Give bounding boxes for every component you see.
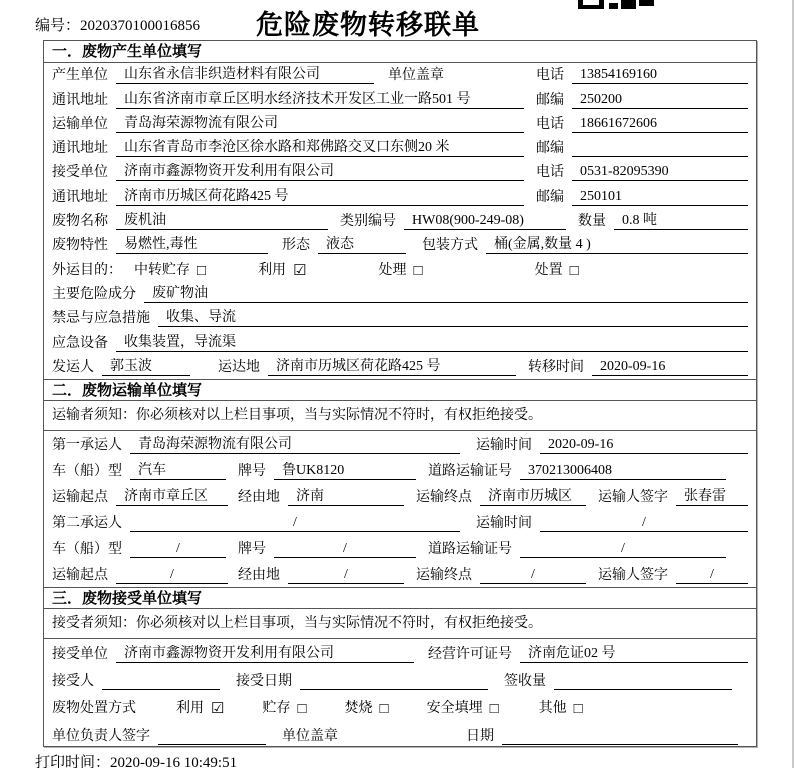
- permit-label: 经营许可证号: [428, 647, 512, 663]
- category-field: HW08(900-249-08): [404, 212, 566, 230]
- row-waste-name: [44, 209, 756, 233]
- receiving-unit-field: 济南市鑫源物资开发利用有限公司: [116, 645, 414, 663]
- row-taboo-measures: [44, 306, 756, 330]
- address-label: 通讯地址: [52, 141, 108, 157]
- second-carrier-sign-field: /: [676, 566, 748, 584]
- producer-field: 山东省永信非织造材料有限公司: [116, 66, 374, 84]
- section3-header: 三．废物接受单位填写: [44, 587, 756, 609]
- leader-sign-label: 单位负责人签字: [52, 728, 150, 744]
- destination-label: 运达地: [218, 359, 260, 375]
- vehicle-type-label: 车（船）型: [52, 541, 122, 557]
- first-end-field: 济南市历城区: [480, 488, 586, 506]
- first-via-field: 济南: [288, 488, 404, 506]
- transfer-time-field: 2020-09-16: [592, 358, 748, 376]
- row-transfer-purpose: [44, 257, 756, 281]
- row-emergency-equipment: [44, 330, 756, 354]
- recipient-label: 接受人: [52, 674, 94, 690]
- receive-date-field: [300, 689, 488, 690]
- phone-label: 电话: [536, 165, 564, 181]
- end-label: 运输终点: [416, 489, 472, 505]
- row-receiver: [44, 160, 756, 184]
- section-transporter: [44, 379, 756, 587]
- shipper-field: 郭玉波: [102, 358, 190, 376]
- zip-label: 邮编: [536, 141, 564, 157]
- end-label: 运输终点: [416, 567, 472, 583]
- first-origin-field: 济南市章丘区: [116, 488, 228, 506]
- checkbox-icon: □: [573, 701, 583, 718]
- taboo-field: 收集、导流: [158, 309, 748, 327]
- row-second-vehicle: [44, 535, 756, 561]
- hazard-field: 废矿物油: [144, 285, 748, 303]
- row-second-carrier: [44, 509, 756, 535]
- row-disposal-method: [44, 693, 756, 720]
- disposal-option-label: 安全填埋: [426, 701, 483, 717]
- shipper-label: 发运人: [52, 359, 94, 375]
- purpose-option-label: 处置: [534, 262, 563, 278]
- producer-label: 产生单位: [52, 68, 108, 84]
- row-producer-address: [44, 87, 756, 111]
- print-time-value: 2020-09-16 10:49:51: [110, 755, 238, 768]
- row-second-route: [44, 561, 756, 587]
- origin-label: 运输起点: [52, 567, 108, 583]
- row-leader-signature: [44, 720, 756, 747]
- disposal-option-label: 焚烧: [344, 701, 373, 717]
- unit-seal-label: 单位盖章: [388, 68, 444, 84]
- checkbox-icon: □: [413, 262, 423, 279]
- checkbox-checked-icon: ☑: [211, 701, 225, 718]
- receiver-phone-field: 0531-82095390: [572, 163, 748, 181]
- receiving-unit-label: 接受单位: [52, 647, 108, 663]
- date-label: 日期: [466, 728, 494, 744]
- section-producer: [44, 41, 756, 379]
- print-time-label: 打印时间：: [35, 755, 111, 768]
- disposal-option-label: 其他: [538, 701, 567, 717]
- carrier-sign-label: 运输人签字: [598, 567, 668, 583]
- manifest-form: [43, 40, 757, 747]
- row-producer: [44, 63, 756, 87]
- second-transport-time-field: /: [540, 514, 748, 532]
- second-origin-field: /: [116, 566, 228, 584]
- row-recipient: [44, 666, 756, 693]
- section2-header: 二．废物运输单位填写: [44, 379, 756, 401]
- transporter-field: 青岛海荣源物流有限公司: [116, 115, 524, 133]
- document-number-value: 2020370100016856: [80, 18, 201, 34]
- transporter-phone-field: 18661672606: [572, 115, 748, 133]
- checkbox-checked-icon: ☑: [293, 262, 307, 279]
- via-label: 经由地: [238, 567, 280, 583]
- address-label: 通讯地址: [52, 189, 108, 205]
- checkbox-icon: □: [379, 701, 389, 718]
- form-field: 液态: [318, 236, 406, 254]
- purpose-option-label: 中转贮存: [134, 262, 190, 278]
- second-plate-field: /: [274, 540, 416, 558]
- receiver-label: 接受单位: [52, 165, 108, 181]
- packaging-field: 桶(金属,数量 4 ): [486, 236, 748, 254]
- page-title: 危险废物转移联单: [256, 10, 480, 40]
- road-license-label: 道路运输证号: [428, 463, 512, 479]
- permit-field: 济南危证02 号: [520, 645, 748, 663]
- first-carrier-sign-field: 张春雷: [676, 488, 748, 506]
- producer-zip-field: 250200: [572, 91, 748, 109]
- row-receiver-address: [44, 184, 756, 208]
- first-carrier-field: 青岛海荣源物流有限公司: [130, 436, 460, 454]
- checkbox-icon: □: [297, 701, 307, 718]
- recipient-field: [102, 689, 220, 690]
- qr-code-fragment: [578, 0, 654, 9]
- disposal-method-label: 废物处置方式: [52, 701, 136, 717]
- transporter-label: 运输单位: [52, 116, 108, 132]
- row-first-route: [44, 483, 756, 509]
- equipment-label: 应急设备: [52, 335, 108, 351]
- second-carrier-field: /: [130, 514, 460, 532]
- phone-label: 电话: [536, 116, 564, 132]
- disposal-option-label: 贮存: [262, 701, 291, 717]
- document-number-label: 编号：: [35, 18, 81, 34]
- transfer-time-label: 转移时间: [528, 359, 584, 375]
- first-transport-time-field: 2020-09-16: [540, 436, 748, 454]
- page-edge-line: [792, 0, 794, 768]
- checkbox-icon: □: [569, 262, 579, 279]
- destination-field: 济南市历城区荷花路425 号: [268, 358, 516, 376]
- road-license-label: 道路运输证号: [428, 541, 512, 557]
- row-hazard-component: [44, 282, 756, 306]
- purpose-option-label: 利用: [258, 262, 287, 278]
- transport-time-label: 运输时间: [476, 437, 532, 453]
- carrier-sign-label: 运输人签字: [598, 489, 668, 505]
- zip-label: 邮编: [536, 92, 564, 108]
- second-end-field: /: [480, 566, 586, 584]
- quantity-label: 数量: [578, 214, 606, 230]
- category-label: 类别编号: [340, 214, 396, 230]
- unit-seal-label: 单位盖章: [282, 728, 338, 744]
- row-transporter-address: [44, 136, 756, 160]
- row-shipper: [44, 355, 756, 379]
- vehicle-type-label: 车（船）型: [52, 463, 122, 479]
- checkbox-icon: □: [489, 701, 499, 718]
- signed-quantity-label: 签收量: [504, 674, 546, 690]
- date-field: [502, 744, 738, 745]
- checkbox-icon: □: [197, 262, 207, 279]
- plate-label: 牌号: [238, 463, 266, 479]
- transporter-notice: 运输者须知：你必须核对以上栏目事项，当与实际情况不符时，有权拒绝接受。: [44, 401, 756, 431]
- receiver-notice: 接受者须知：你必须核对以上栏目事项，当与实际情况不符时，有权拒绝接受。: [44, 609, 756, 639]
- receiver-zip-field: 250101: [572, 188, 748, 206]
- character-field: 易燃性,毒性: [116, 236, 268, 254]
- leader-sign-field: [158, 744, 266, 745]
- packaging-label: 包装方式: [422, 238, 478, 254]
- print-time: [35, 751, 237, 768]
- quantity-field: 0.8 吨: [614, 212, 748, 230]
- purpose-option-label: 处理: [378, 262, 407, 278]
- form-label: 形态: [282, 238, 310, 254]
- first-license-field: 370213006408: [520, 462, 726, 480]
- transport-time-label: 运输时间: [476, 515, 532, 531]
- producer-phone-field: 13854169160: [572, 66, 748, 84]
- via-label: 经由地: [238, 489, 280, 505]
- row-transporter: [44, 112, 756, 136]
- plate-label: 牌号: [238, 541, 266, 557]
- hazard-label: 主要危险成分: [52, 286, 136, 302]
- equipment-field: 收集装置，导流渠: [116, 334, 748, 352]
- second-license-field: /: [520, 540, 726, 558]
- disposal-option-label: 利用: [176, 701, 204, 717]
- character-label: 废物特性: [52, 238, 108, 254]
- transporter-zip-field: [572, 156, 748, 157]
- waste-name-label: 废物名称: [52, 214, 108, 230]
- second-carrier-label: 第二承运人: [52, 515, 122, 531]
- row-first-vehicle: [44, 457, 756, 483]
- zip-label: 邮编: [536, 189, 564, 205]
- first-carrier-label: 第一承运人: [52, 437, 122, 453]
- origin-label: 运输起点: [52, 489, 108, 505]
- receive-date-label: 接受日期: [236, 674, 292, 690]
- first-plate-field: 鲁UK8120: [274, 462, 416, 480]
- receiver-field: 济南市鑫源物资开发利用有限公司: [116, 163, 524, 181]
- waste-name-field: 废机油: [116, 212, 328, 230]
- producer-address-field: 山东省济南市章丘区明水经济技术开发区工业一路501 号: [116, 91, 524, 109]
- second-via-field: /: [288, 566, 404, 584]
- section1-header: 一．废物产生单位填写: [44, 41, 756, 63]
- row-waste-character: [44, 233, 756, 257]
- purpose-label: 外运目的：: [52, 262, 122, 278]
- section-receiver: [44, 587, 756, 748]
- receiver-address-field: 济南市历城区荷花路425 号: [116, 188, 524, 206]
- address-label: 通讯地址: [52, 92, 108, 108]
- signed-quantity-field: [554, 689, 732, 690]
- first-vehicle-field: 汽车: [130, 462, 226, 480]
- phone-label: 电话: [536, 68, 564, 84]
- transporter-address-field: 山东省青岛市李沧区徐水路和郑佛路交叉口东侧20 米: [116, 139, 524, 157]
- second-vehicle-field: /: [130, 540, 226, 558]
- taboo-label: 禁忌与应急措施: [52, 311, 150, 327]
- row-first-carrier: [44, 431, 756, 457]
- row-receiving-unit: [44, 639, 756, 666]
